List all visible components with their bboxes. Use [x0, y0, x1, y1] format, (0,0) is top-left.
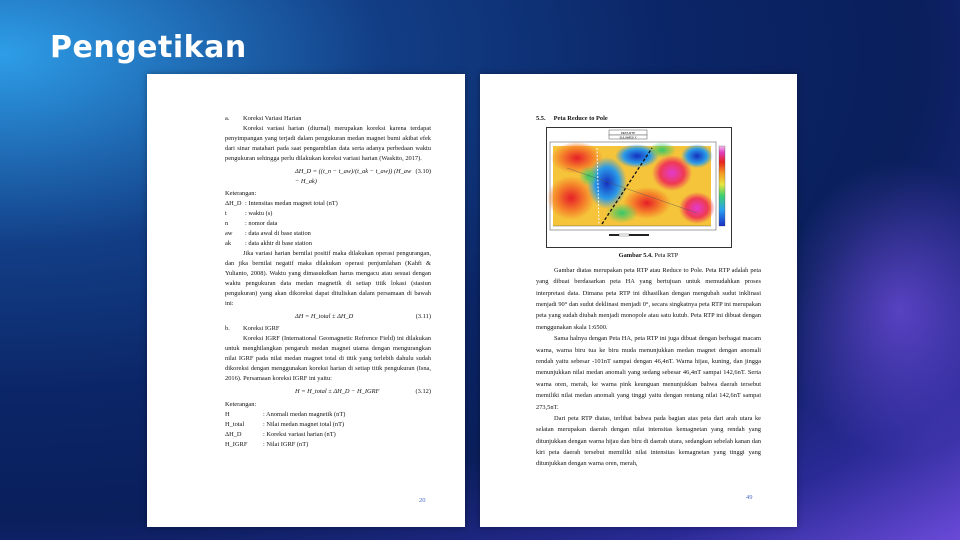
keterangan-heading-1: Keterangan:: [225, 190, 257, 198]
section-5-5-title: Peta Reduce to Pole: [553, 115, 608, 122]
rtp-map-figure: [546, 127, 732, 248]
color-scale-bar: [719, 146, 725, 226]
section-b-label: b.: [225, 325, 230, 333]
equation-3-12-number: (3.12): [415, 387, 431, 395]
equation-3-11-number: (3.11): [415, 312, 431, 320]
definition-item: ΔH_D : Koreksi variasi harian (nT): [225, 430, 336, 438]
map-subtitle: SULAWESI X: [619, 135, 637, 140]
definition-item: n : nomor data: [225, 220, 278, 228]
section-a-label: a.: [225, 115, 230, 122]
map-title: PETA RTP: [620, 130, 636, 135]
definition-list-2: [225, 410, 431, 450]
section-5-5-heading: [536, 114, 761, 124]
section-a-heading: [225, 114, 431, 124]
definition-item: H_total : Nilai medan magnet total (nT): [225, 420, 345, 428]
definition-list-1: [225, 199, 431, 249]
equation-3-11: [295, 312, 431, 322]
section-b-heading: [225, 324, 431, 334]
equation-3-12: [295, 387, 431, 397]
map-field: [547, 142, 715, 226]
paragraph-koreksi-igrf: Koreksi IGRF (International Geomagnetic Refrence Field) ini dilakukan untuk menghilangkan pengaruh medan magnet utama dengan mengurangkan nilai IGRF pada nilai medan magnet total di titik yang terlebih dahulu sudah dikoreksi dengan menggunakan koreksi harian di setiap titik pengukuran (Isna, 2016). Persamaan koreksi IGRF ini yaitu:: [225, 335, 431, 383]
section-a-title: Koreksi Variasi Harian: [243, 115, 302, 122]
definition-item: ΔH_D : Intensitas medan magnet total (nT): [225, 200, 338, 208]
background-glow: [780, 160, 960, 460]
page-number: 20: [419, 497, 426, 504]
rtp-map-image: [547, 128, 731, 247]
paragraph-rtp-interpretation: Dari peta RTP diatas, terlihat bahwa pada bagian atas peta dari arah utara ke selatan merupakan daerah dengan nilai intensitas kemagnetan yang rendah yang ditunjukkan dengan warna hijau dan biru di daerah utara, sedangkan sebelah kanan dan kiri peta daerah tersebut memiliki nilai intensitas kemagnetan yang tinggi yang ditunjukkan dengan warna oren, merah,: [536, 414, 761, 468]
document-page-left: [147, 74, 465, 527]
equation-3-12-formula: H = H_total ± ΔH_D − H_IGRF: [295, 387, 380, 395]
document-page-right: [480, 74, 797, 527]
caption-label: Gambar 5.4.: [618, 251, 653, 259]
equation-3-10-number: (3.10): [415, 167, 431, 175]
definition-item: H_IGRF : Nilai IGRF (nT): [225, 440, 309, 448]
equation-3-10-formula: ΔH_D = ((t_n − t_aw)/(t_ak − t_aw)) (H_aw − H_ak): [295, 167, 412, 185]
page-number: 49: [746, 494, 753, 501]
paragraph-koreksi-harian: Koreksi variasi harian (diurnal) merupakan koreksi karena terdapat penyimpangan yang terjadi dalam pengukuran medan magnet bumi akibat efek dari sinar matahari pada saat pengambilan data serta adanya perbedaan waktu pengukuran sehingga perlu dilakukan koreksi variasi harian (Waskito, 2017).: [225, 124, 431, 162]
keterangan-heading-2: Keterangan:: [225, 400, 257, 408]
paragraph-rtp-colors: Sama halnya dengan Peta HA, peta RTP ini juga dibuat dengan berbagai macam warna, warna biru tua ke biru muda menunjukkan medan magnet dengan anomali rendah yaitu sebesar -101nT sampai dengan 46,4nT. Warna hijau, kuning, dan jingga menunjukkan nilai medan anomali yang sedang sebesar 46,4nT sampai 142,6nT. Serta warna oren, merah, ke warna pink keunguan menunjukkan bahwa daerah tersebut memiliki nilai medan anomali yang tinggi yaitu dengan rentang nilai 142,6nT sampai 273,5nT.: [536, 335, 761, 411]
figure-caption: [536, 251, 761, 261]
definition-item: H : Anomali medan magnetik (nT): [225, 410, 346, 418]
slide-title: Pengetikan: [50, 30, 247, 65]
paragraph-variasi-harian: Jika variasi harian bernilai positif maka dilakukan operasi pengurangan, dan jika bernilai negatif maka dilakukan operasi penjumlahan (Kahfi & Yulianto, 2008). Waktu yang dimasukdkan harus mengacu atau sesuai dengan waktu pengukuran data medan magnetik di setiap titik lokasi (stasiun pengukuran) yang akan dikoreksi dapat dituliskan dalam persamaan di bawah ini:: [225, 249, 431, 307]
definition-item: aw : data awal di base station: [225, 230, 311, 238]
section-b-title: Koreksi IGRF: [243, 325, 280, 333]
definition-item: ak : data akhir di base station: [225, 240, 312, 248]
equation-3-11-formula: ΔH = H_total ± ΔH_D: [295, 312, 354, 320]
caption-text: Peta RTP: [654, 251, 679, 259]
equation-3-10: [295, 167, 431, 187]
section-5-5-label: 5.5.: [536, 115, 546, 122]
paragraph-rtp-definition: Gambar diatas merupakan peta RTP atau Reduce to Pole. Peta RTP adalah peta yang dibuat berdasarkan peta HA yang bertujuan untuk memudahkan proses interpretasi data. Dimana peta RTP ini dihasilkan dengan mengubah sudut inklinasi menjadi 90° dan sudut deklinasi menjadi 0°, secara singkatnya peta RTP ini merupakan peta yang sudah diubah menjadi monopole atau satu kutub. Peta RTP ini dibuat dengan menggunakan skala 1:6500.: [536, 266, 761, 331]
definition-item: t : waktu (s): [225, 210, 273, 218]
